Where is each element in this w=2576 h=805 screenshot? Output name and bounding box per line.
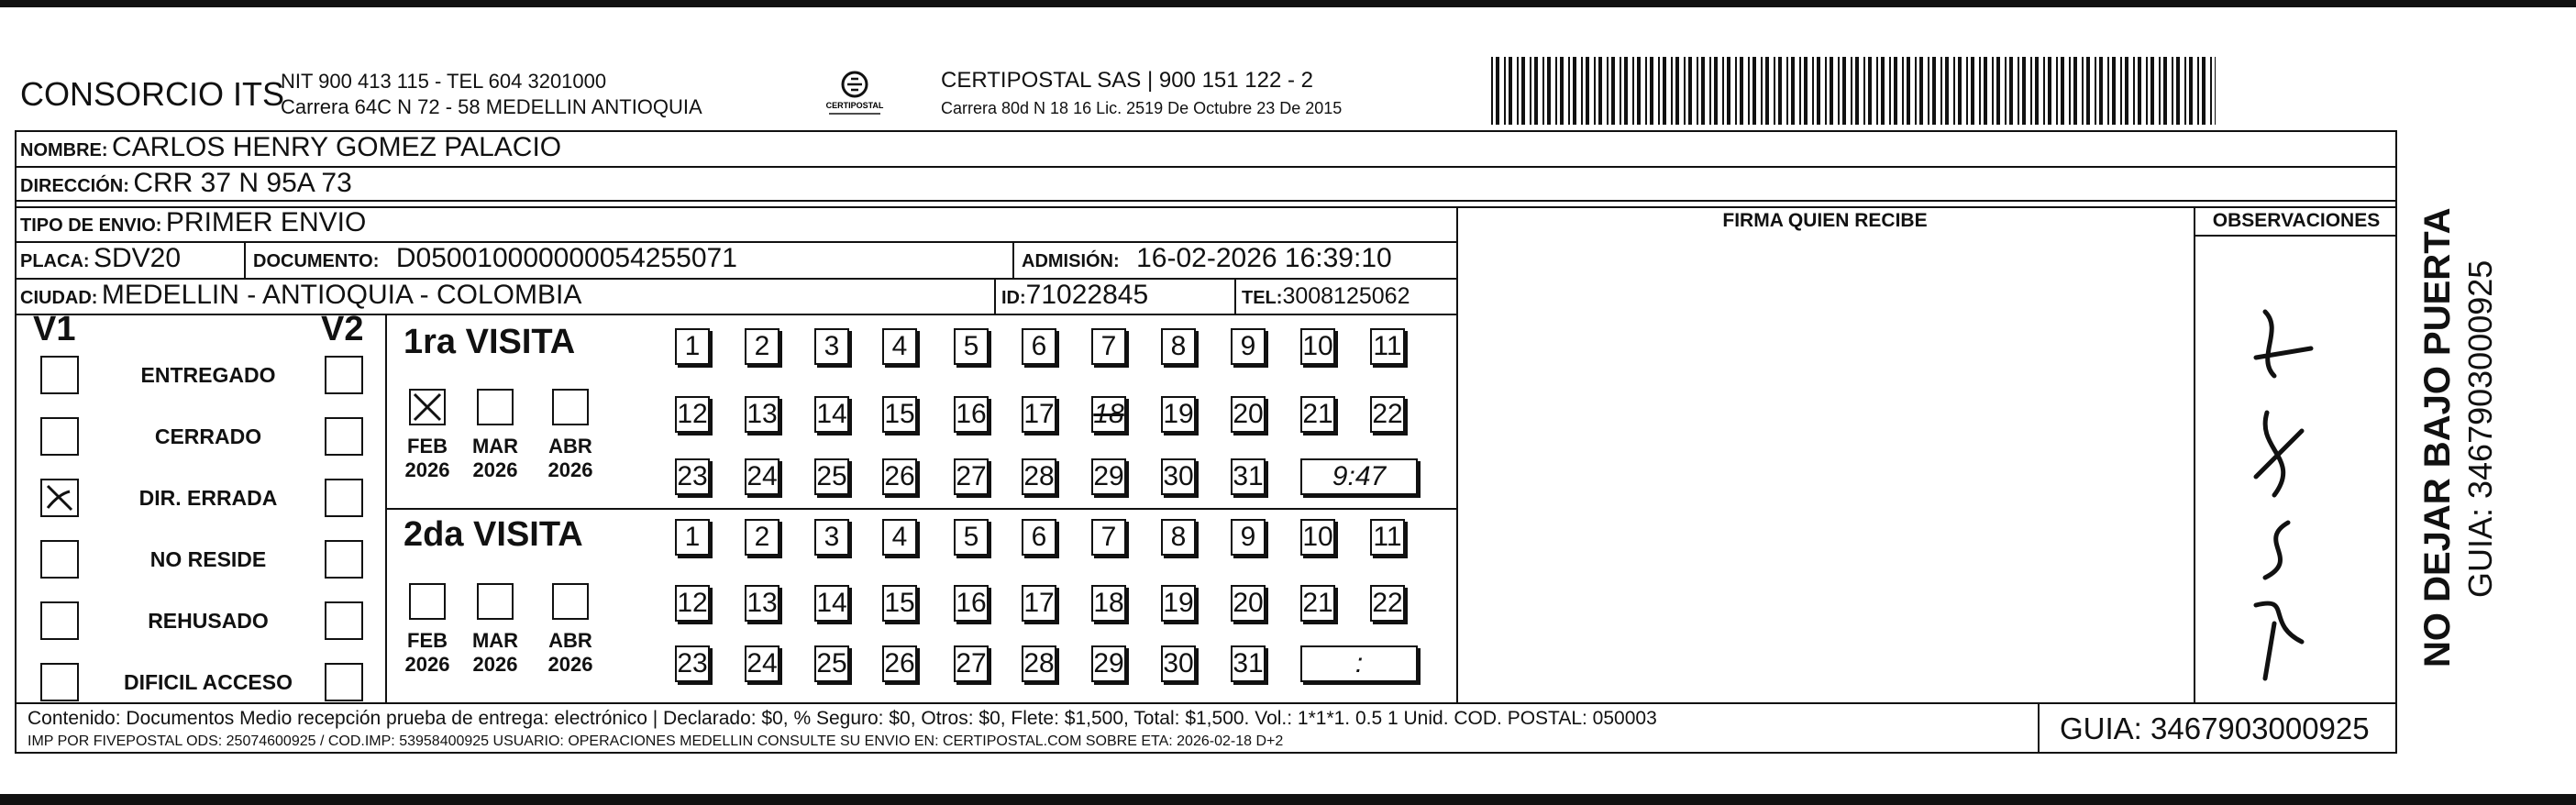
day-box[interactable]: 3 [814, 519, 849, 556]
day-box[interactable]: 5 [954, 519, 989, 556]
day-box[interactable]: 8 [1161, 328, 1196, 365]
v2-checkbox[interactable] [325, 540, 363, 579]
day-box[interactable]: 22 [1370, 396, 1405, 433]
day-box[interactable]: 30 [1161, 645, 1196, 682]
footer-contenido: Contenido: Documentos Medio recepción prueba de entrega: electrónico | Declarado: $0, % Seguro: $0, Otros: $0, Flete: $1,500, Total: $1,500. Vol.: 1*1*1. 0.5 1 Unid. COD. POSTAL: 050003 [28, 708, 1657, 729]
v2-checkbox[interactable] [325, 356, 363, 394]
day-box[interactable]: 9 [1231, 519, 1266, 556]
day-box[interactable]: 1 [675, 328, 710, 365]
day-box[interactable]: 30 [1161, 458, 1196, 495]
direccion-label: DIRECCIÓN: [20, 176, 129, 196]
footer-guia: GUIA: 3467903000925 [2060, 711, 2370, 745]
v1-checkbox[interactable] [40, 479, 79, 517]
time-box[interactable]: : [1300, 645, 1418, 682]
month-label: ABR 2026 [547, 435, 593, 481]
v1-checkbox[interactable] [40, 356, 79, 394]
tipo-value: PRIMER ENVIO [165, 207, 367, 237]
logo-text: CERTIPOSTAL [825, 101, 884, 110]
status-label: DIR. ERRADA [138, 486, 278, 510]
day-box[interactable]: 3 [814, 328, 849, 365]
month-checkbox[interactable] [552, 389, 589, 425]
day-box[interactable]: 23 [675, 645, 710, 682]
id-value: 71022845 [1025, 280, 1149, 310]
month-label: MAR 2026 [471, 435, 519, 481]
v2-checkbox[interactable] [325, 479, 363, 517]
day-box[interactable]: 29 [1091, 458, 1126, 495]
carrier-name: CERTIPOSTAL SAS | 900 151 122 - 2 [941, 68, 1313, 93]
day-box[interactable]: 10 [1300, 328, 1335, 365]
day-box[interactable]: 19 [1161, 396, 1196, 433]
sender-company: CONSORCIO ITS [20, 75, 285, 113]
day-box[interactable]: 24 [745, 645, 779, 682]
day-box[interactable]: 2 [745, 519, 779, 556]
day-box[interactable]: 28 [1022, 645, 1056, 682]
day-box[interactable]: 19 [1161, 585, 1196, 622]
day-box[interactable]: 7 [1091, 519, 1126, 556]
sender-nit-tel: NIT 900 413 115 - TEL 604 3201000 [281, 70, 607, 93]
month-checkbox[interactable] [477, 389, 514, 425]
day-box[interactable]: 15 [882, 585, 917, 622]
tipo-label: TIPO DE ENVIO: [20, 215, 162, 236]
day-box[interactable]: 14 [814, 396, 849, 433]
day-box[interactable]: 4 [882, 519, 917, 556]
month-checkbox[interactable] [477, 583, 514, 620]
month-checkbox[interactable] [552, 583, 589, 620]
handwritten-signature [2201, 293, 2384, 697]
day-box[interactable]: 12 [675, 585, 710, 622]
day-box[interactable]: 14 [814, 585, 849, 622]
tipo-row [20, 207, 366, 238]
month-checkbox[interactable] [409, 583, 446, 620]
day-box[interactable]: 31 [1231, 645, 1266, 682]
admision-cell [1022, 243, 1392, 274]
day-box[interactable]: 18 [1091, 585, 1126, 622]
day-box[interactable]: 25 [814, 645, 849, 682]
day-box[interactable]: 27 [954, 458, 989, 495]
day-box[interactable]: 23 [675, 458, 710, 495]
day-box[interactable]: 13 [745, 396, 779, 433]
day-box[interactable]: 4 [882, 328, 917, 365]
v2-label: V2 [321, 310, 364, 348]
month-label: ABR 2026 [547, 629, 593, 676]
v1-checkbox[interactable] [40, 417, 79, 456]
day-box[interactable]: 18 [1091, 396, 1126, 433]
day-box[interactable]: 21 [1300, 396, 1335, 433]
observaciones-label: OBSERVACIONES [2212, 210, 2381, 231]
id-label: ID: [1001, 288, 1026, 308]
sender-address: Carrera 64C N 72 - 58 MEDELLIN ANTIOQUIA [281, 95, 702, 118]
v1-checkbox[interactable] [40, 601, 79, 640]
day-box[interactable]: 27 [954, 645, 989, 682]
day-box[interactable]: 8 [1161, 519, 1196, 556]
day-box[interactable]: 6 [1022, 328, 1056, 365]
day-box[interactable]: 2 [745, 328, 779, 365]
ciudad-cell [20, 280, 581, 311]
documento-label: DOCUMENTO: [253, 251, 380, 271]
tel-value: 3008125062 [1282, 283, 1410, 309]
day-box[interactable]: 28 [1022, 458, 1056, 495]
day-box[interactable]: 11 [1370, 519, 1405, 556]
status-label: ENTREGADO [140, 363, 276, 387]
v2-checkbox[interactable] [325, 663, 363, 701]
day-box[interactable]: 20 [1231, 396, 1266, 433]
nombre-row [20, 132, 561, 163]
v1-checkbox[interactable] [40, 540, 79, 579]
status-label: NO RESIDE [149, 547, 267, 571]
day-box[interactable]: 5 [954, 328, 989, 365]
month-label: MAR 2026 [471, 629, 519, 676]
day-box[interactable]: 29 [1091, 645, 1126, 682]
day-box[interactable]: 16 [954, 585, 989, 622]
firma-label: FIRMA QUIEN RECIBE [1722, 210, 1928, 231]
bottom-border [0, 794, 2576, 805]
day-box[interactable]: 26 [882, 645, 917, 682]
placa-cell [20, 243, 181, 274]
day-box[interactable]: 10 [1300, 519, 1335, 556]
day-box[interactable]: 15 [882, 396, 917, 433]
side-guia: GUIA: 3467903000925 [2461, 259, 2499, 598]
first-visit-label: 1ra VISITA [404, 323, 576, 361]
day-box[interactable]: 17 [1022, 585, 1056, 622]
id-cell [1001, 280, 1148, 311]
day-box[interactable]: 22 [1370, 585, 1405, 622]
day-box[interactable]: 25 [814, 458, 849, 495]
placa-label: PLACA: [20, 251, 90, 271]
v2-checkbox[interactable] [325, 417, 363, 456]
certipostal-logo [811, 70, 899, 119]
day-box[interactable]: 17 [1022, 396, 1056, 433]
status-label: DIFICIL ACCESO [123, 670, 293, 694]
ciudad-value: MEDELLIN - ANTIOQUIA - COLOMBIA [101, 280, 582, 310]
status-label: REHUSADO [148, 609, 269, 633]
carrier-license: Carrera 80d N 18 16 Lic. 2519 De Octubre 23 De 2015 [941, 99, 1343, 117]
nombre-value: CARLOS HENRY GOMEZ PALACIO [112, 132, 562, 162]
month-checkbox[interactable] [409, 389, 446, 425]
day-box[interactable]: 20 [1231, 585, 1266, 622]
day-box[interactable]: 11 [1370, 328, 1405, 365]
footer-imp: IMP POR FIVEPOSTAL ODS: 25074600925 / COD.IMP: 53958400925 USUARIO: OPERACIONES MEDELLIN CONSULTE SU ENVIO EN: CERTIPOSTAL.COM SOBRE ETA: 2026-02-18 D+2 [28, 733, 1284, 749]
ciudad-label: CIUDAD: [20, 288, 98, 308]
month-label: FEB 2026 [404, 629, 450, 676]
admision-label: ADMISIÓN: [1022, 251, 1120, 271]
second-visit-label: 2da VISITA [404, 515, 583, 554]
day-box[interactable]: 21 [1300, 585, 1335, 622]
v1-checkbox[interactable] [40, 663, 79, 701]
day-box[interactable]: 26 [882, 458, 917, 495]
direccion-value: CRR 37 N 95A 73 [133, 168, 352, 198]
tel-label: TEL: [1242, 288, 1283, 308]
tel-cell [1242, 283, 1410, 310]
day-box[interactable]: 31 [1231, 458, 1266, 495]
day-box[interactable]: 9 [1231, 328, 1266, 365]
status-label: CERRADO [154, 425, 262, 448]
top-border [0, 0, 2576, 7]
documento-value: D050010000000054255071 [395, 243, 737, 273]
day-box[interactable]: 16 [954, 396, 989, 433]
day-box[interactable]: 1 [675, 519, 710, 556]
nombre-label: NOMBRE: [20, 140, 108, 160]
day-box[interactable]: 13 [745, 585, 779, 622]
day-box[interactable]: 6 [1022, 519, 1056, 556]
day-box[interactable]: 12 [675, 396, 710, 433]
placa-value: SDV20 [94, 243, 182, 273]
time-box[interactable]: 9:47 [1300, 458, 1418, 495]
v1-label: V1 [33, 310, 76, 348]
day-box[interactable]: 7 [1091, 328, 1126, 365]
direccion-row [20, 168, 352, 199]
side-warning: NO DEJAR BAJO PUERTA [2417, 207, 2458, 667]
v2-checkbox[interactable] [325, 601, 363, 640]
documento-cell [253, 243, 737, 274]
month-label: FEB 2026 [404, 435, 450, 481]
barcode [1491, 57, 2217, 125]
admision-value: 16-02-2026 16:39:10 [1136, 243, 1392, 273]
day-box[interactable]: 24 [745, 458, 779, 495]
